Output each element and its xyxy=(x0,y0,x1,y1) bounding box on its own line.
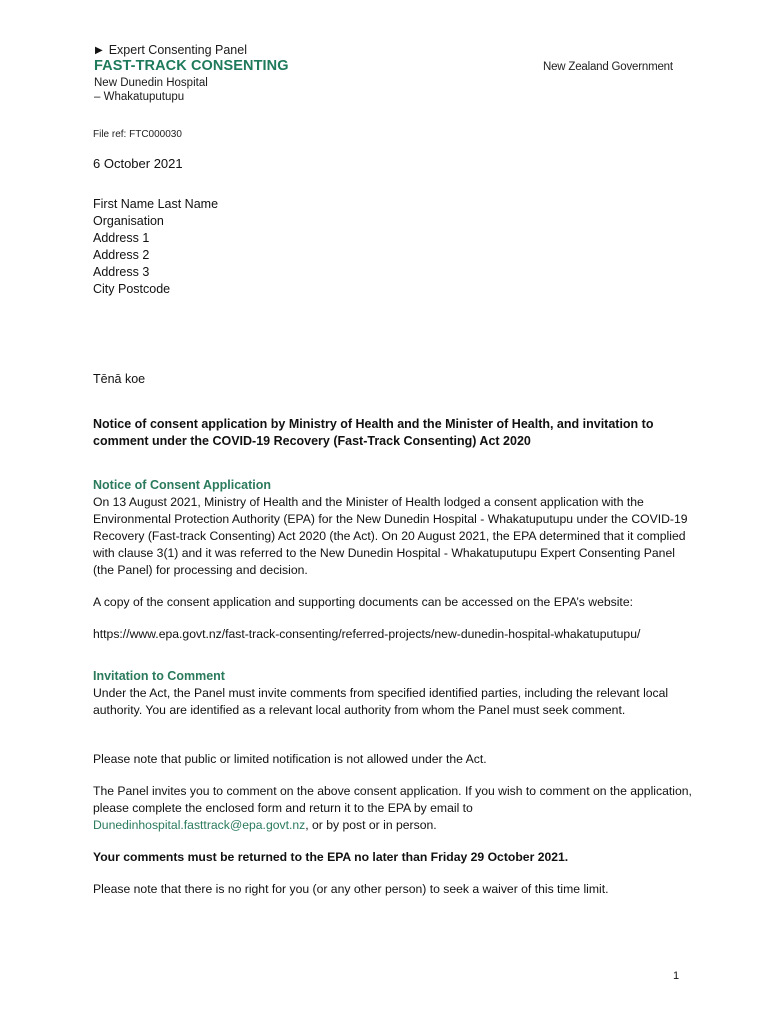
comment-text-end: , or by post or in person. xyxy=(305,818,437,832)
greeting: Tēnā koe xyxy=(93,372,146,386)
nz-government-logo: New Zealand Government xyxy=(543,61,673,73)
notification-paragraph: Please note that public or limited notification is not allowed under the Act. xyxy=(93,752,487,766)
comment-paragraph xyxy=(93,783,693,834)
project-line-2: – Whakatuputupu xyxy=(94,91,185,103)
triangle-right-icon: ▶ xyxy=(95,44,103,56)
recipient-address xyxy=(93,196,218,298)
invitation-paragraph: Under the Act, the Panel must invite comments from specified identified parties, including the relevant local authority. You are identified as a relevant local authority from whom the Panel must seek comment. xyxy=(93,686,669,717)
epa-website-link[interactable]: https://www.epa.govt.nz/fast-track-consenting/referred-projects/new-dunedin-hospital-whakatuputupu/ xyxy=(93,627,641,641)
project-name xyxy=(94,76,208,104)
deadline-notice: Your comments must be returned to the EPA no later than Friday 29 October 2021. xyxy=(93,850,569,864)
panel-label xyxy=(95,43,247,57)
brand-title: FAST-TRACK CONSENTING xyxy=(94,58,289,74)
letter-subject: Notice of consent application by Ministry of Health and the Minister of Health, and invitation to comment under the COVID-19 Recovery (Fast-Track Consenting) Act 2020 xyxy=(93,417,654,448)
waiver-paragraph: Please note that there is no right for you (or any other person) to seek a waiver of this time limit. xyxy=(93,882,609,896)
address-line: Address 3 xyxy=(93,265,150,279)
section-notice xyxy=(93,477,693,579)
access-paragraph: A copy of the consent application and supporting documents can be accessed on the EPA’s website: xyxy=(93,595,633,609)
panel-label-text: Expert Consenting Panel xyxy=(108,43,247,57)
address-line: Address 1 xyxy=(93,231,150,245)
address-line: Address 2 xyxy=(93,248,150,262)
comment-text: The Panel invites you to comment on the above consent application. If you wish to comment on the application, please complete the enclosed form and return it to the EPA by email to xyxy=(93,784,692,815)
file-reference: File ref: FTC000030 xyxy=(93,129,182,140)
project-line-1: New Dunedin Hospital xyxy=(94,77,208,89)
section-invitation xyxy=(93,668,693,719)
address-line: First Name Last Name xyxy=(93,197,219,211)
notice-paragraph: On 13 August 2021, Ministry of Health and the Minister of Health lodged a consent application with the Environmental Protection Authority (EPA) for the New Dunedin Hospital - Whakatuputupu under the COVID-19 Recovery (Fast-track Consenting) Act 2020 (the Act). On 20 August 2021, the EPA determined that it complied with clause 3(1) and it was referred to the New Dunedin Hospital - Whakatuputupu Expert Consenting Panel (the Panel) for processing and decision. xyxy=(93,495,688,577)
section-heading-invitation: Invitation to Comment xyxy=(93,669,225,683)
section-heading-notice: Notice of Consent Application xyxy=(93,478,272,492)
page-number: 1 xyxy=(673,970,680,982)
email-link[interactable]: Dunedinhospital.fasttrack@epa.govt.nz xyxy=(93,818,306,832)
address-line: Organisation xyxy=(93,214,164,228)
address-line: City Postcode xyxy=(93,282,171,296)
letter-date: 6 October 2021 xyxy=(93,156,183,171)
